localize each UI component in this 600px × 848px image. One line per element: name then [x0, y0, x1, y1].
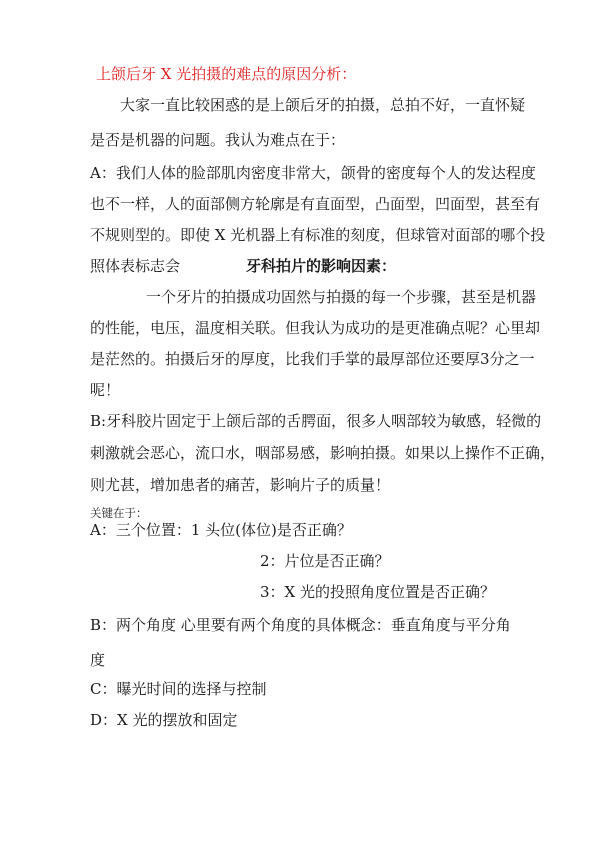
key-d-line: D：X 光的摆放和固定: [90, 711, 238, 729]
factors-line-3: 是茫然的。拍摄后牙的厚度，比我们手掌的最厚部位还要厚3分之一: [90, 350, 535, 368]
key-a-line-2: 2：片位是否正确？: [260, 552, 390, 570]
factors-heading: 牙科拍片的影响因素：: [246, 257, 397, 275]
intro-line-2: 是否是机器的问题。我认为难点在于：: [90, 131, 346, 149]
para-a-line-1: A：我们人体的脸部肌肉密度非常大，颌骨的密度每个人的发达程度: [90, 164, 536, 182]
key-c-line: C：曝光时间的选择与控制: [90, 680, 267, 698]
document-title: 上颌后牙 X 光拍摄的难点的原因分析：: [96, 65, 357, 83]
para-b-line-3: 则尤甚，增加患者的痛苦，影响片子的质量！: [90, 476, 391, 494]
key-label: 关键在于：: [90, 506, 148, 520]
para-b-line-1: B:牙科胶片固定于上颌后部的舌腭面，很多人咽部较为敏感，轻微的: [90, 412, 542, 430]
factors-line-4: 呢！: [90, 381, 121, 399]
para-b-line-2: 刺激就会恶心，流口水，咽部易感，影响拍摄。如果以上操作不正确，: [90, 444, 556, 462]
key-a-line: A：三个位置：1 头位(体位)是否正确？: [90, 521, 352, 539]
para-a-line-2: 也不一样，人的面部侧方轮廓是有直面型，凸面型，凹面型，甚至有: [90, 195, 541, 213]
factors-line-1: 一个牙片的拍摄成功固然与拍摄的每一个步骤，甚至是机器: [146, 288, 537, 306]
para-a-line-4: 照体表标志会: [90, 257, 181, 275]
intro-line-1: 大家一直比较困惑的是上颌后牙的拍摄，总拍不好，一直怀疑: [120, 96, 526, 114]
key-b-line-1: B：两个角度 心里要有两个角度的具体概念：垂直角度与平分角: [90, 616, 511, 634]
para-a-line-3: 不规则型的。即使 X 光机器上有标准的刻度，但球管对面部的哪个投: [90, 226, 546, 244]
key-b-line-2: 度: [90, 651, 106, 669]
key-a-line-3: 3：X 光的投照角度位置是否正确？: [260, 583, 495, 601]
factors-line-2: 的性能，电压，温度相关联。但我认为成功的是更准确点呢？心里却: [90, 319, 541, 337]
